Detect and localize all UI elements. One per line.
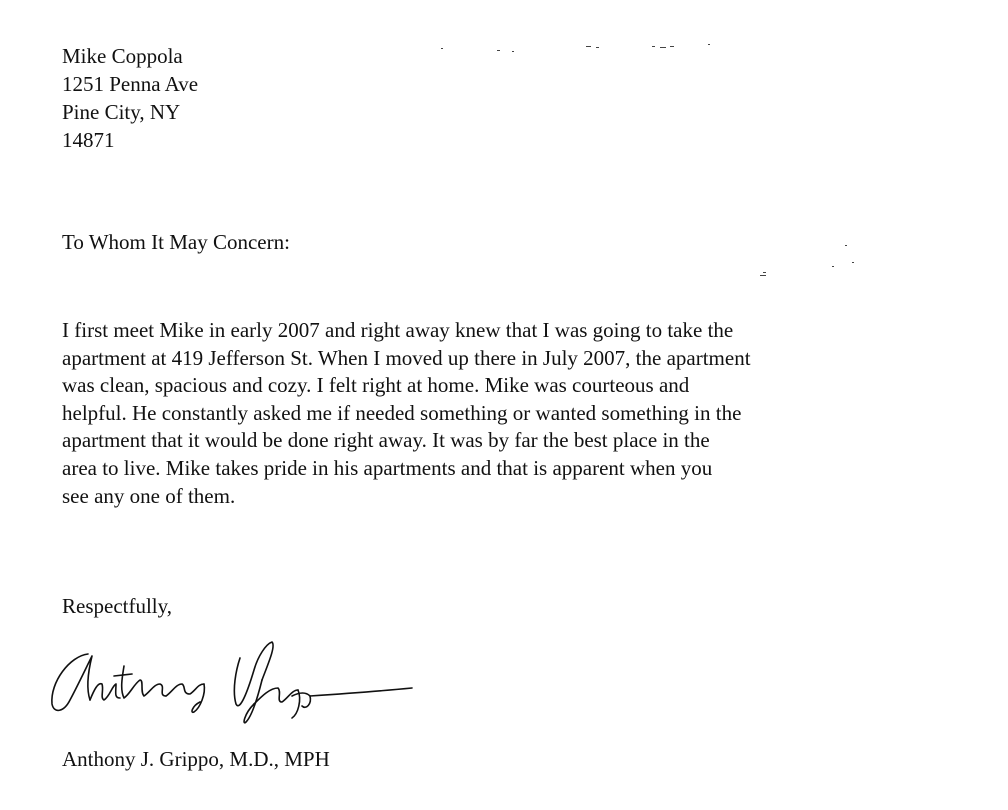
body-line: see any one of them. xyxy=(62,483,236,508)
body-line: apartment that it would be done right away. It was by far the best place in the xyxy=(62,428,710,453)
body-line: was clean, spacious and cozy. I felt right at home. Mike was courteous and xyxy=(62,373,690,398)
body-line: I first meet Mike in early 2007 and right away knew that I was going to take the xyxy=(62,318,734,342)
body-line: apartment at 419 Jefferson St. When I moved up there in July 2007, the apartment xyxy=(62,345,751,370)
body-line: area to live. Mike takes pride in his apartments and that is apparent when you xyxy=(62,455,713,480)
signer-name: Anthony J. Grippo, M.D., MPH xyxy=(62,747,330,771)
sender-zip: 14871 xyxy=(62,128,115,152)
body-line: helpful. He constantly asked me if needed something or wanted something in the xyxy=(62,400,742,425)
signature-icon xyxy=(40,630,420,730)
sender-city-state: Pine City, NY xyxy=(62,100,181,124)
closing: Respectfully, xyxy=(62,594,173,618)
letter-body xyxy=(62,317,962,510)
sender-address xyxy=(62,42,198,154)
sender-name: Mike Coppola xyxy=(62,44,183,68)
salutation: To Whom It May Concern: xyxy=(62,230,290,254)
sender-street: 1251 Penna Ave xyxy=(62,72,199,96)
